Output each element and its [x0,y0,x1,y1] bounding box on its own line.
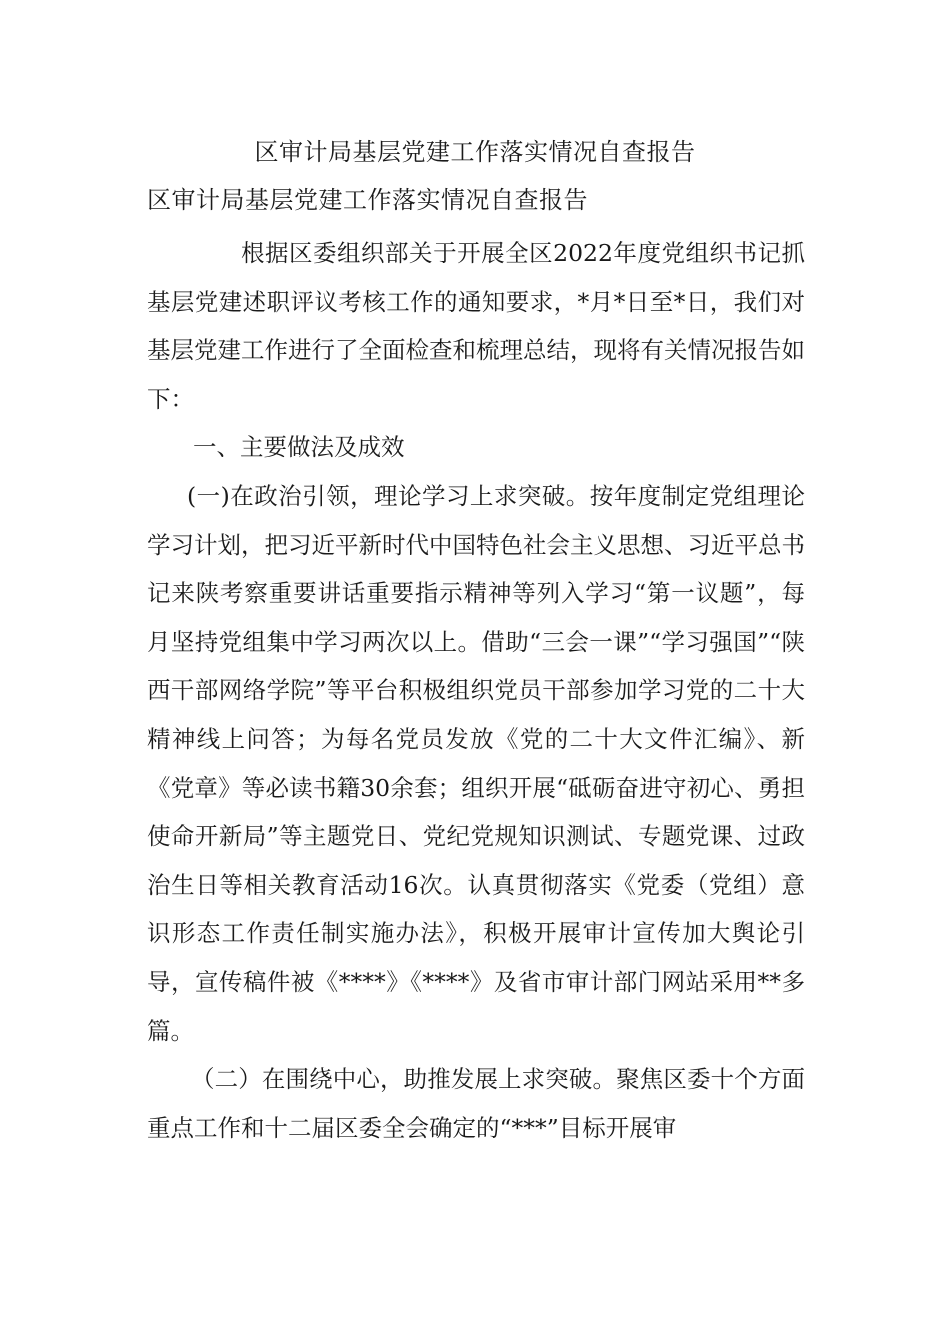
document-subtitle: 区审计局基层党建工作落实情况自查报告 [147,186,588,214]
document-title: 区审计局基层党建工作落实情况自查报告 [254,138,696,166]
paragraph-intro: 根据区委组织部关于开展全区2022年度党组织书记抓基层党建述职评议考核工作的通知要求，*月*日至*日，我们对基层党建工作进行了全面检查和梳理总结，现将有关情况报告如下： [147,239,805,413]
paragraph-section-1: (一)在政治引领，理论学习上求突破。按年度制定党组理论学习计划，把习近平新时代中国特色社会主义思想、习近平总书记来陕考察重要讲话重要指示精神等列入学习“第一议题”，每月坚持党组集中学习两次以上。借助“三会一课”“学习强国”“陕西干部网络学院”等平台积极组织党员干部参加学习党的二十大精神线上问答；为每名党员发放《党的二十大文件汇编》、新《党章》等必读书籍30余套；组织开展“砥砺奋进守初心、勇担使命开新局”等主题党日、党纪党规知识测试、专题党课、过政治生日等相关教育活动16次。认真贯彻落实《党委（党组）意识形态工作责任制实施办法》，积极开展审计宣传加大舆论引导，宣传稿件被《****》《****》及省市审计部门网站采用**多篇。 [147,481,805,1045]
document-body [147,229,805,1152]
paragraph-section-2: （二）在围绕中心，助推发展上求突破。聚焦区委十个方面重点工作和十二届区委全会确定的“***”目标开展审 [147,1065,805,1142]
section-heading: 一、主要做法及成效 [193,433,405,462]
